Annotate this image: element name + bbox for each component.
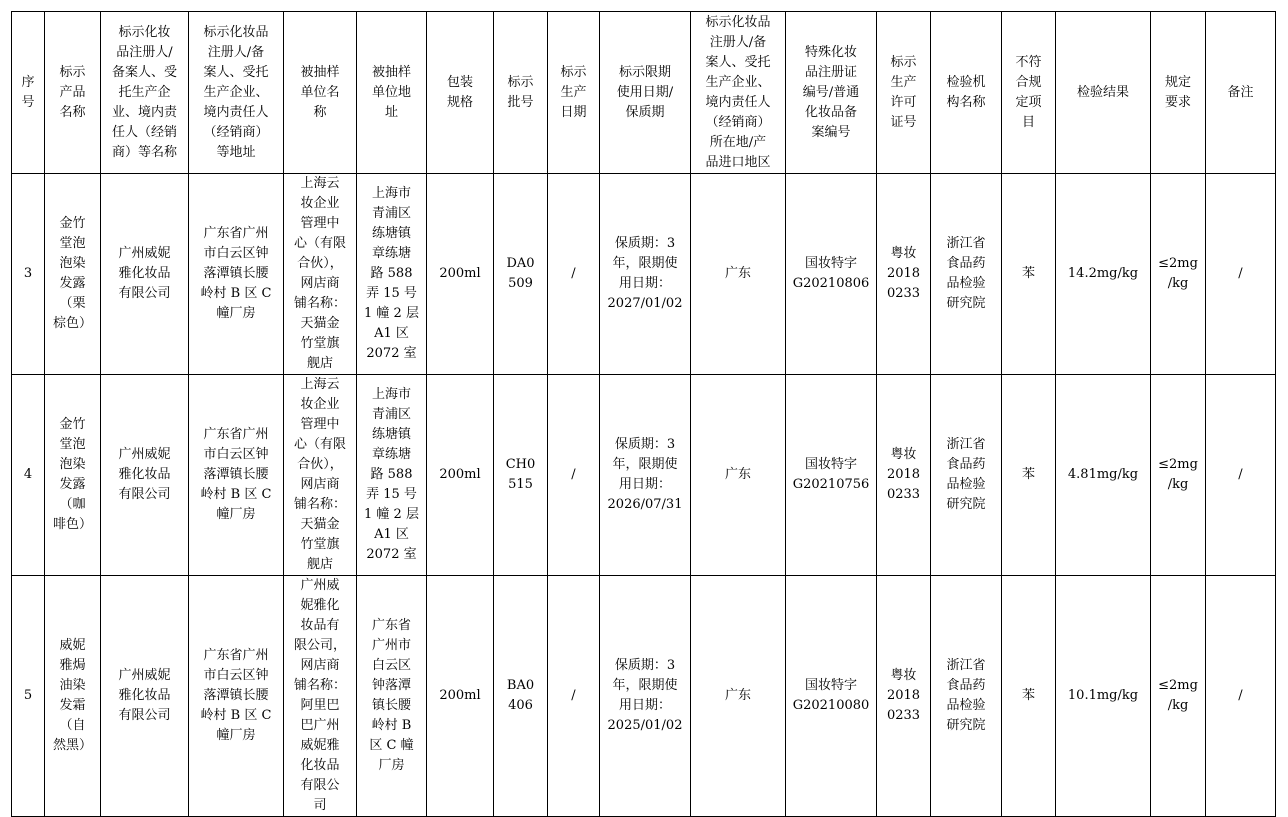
cell-requirement: ≤2mg /kg [1151,375,1206,576]
cell-registration-number: 国妆特字 G20210806 [786,174,877,375]
cell-remark: / [1206,174,1276,375]
header-product: 标示 产品 名称 [45,12,101,174]
cell-region: 广东 [691,174,786,375]
header-remark: 备注 [1206,12,1276,174]
cell-result: 10.1mg/kg [1056,576,1151,817]
cell-product: 威妮 雅焗 油染 发霜 （自 然黑） [45,576,101,817]
header-nonconforming-item: 不符 合规 定项 目 [1002,12,1056,174]
cell-registration-number: 国妆特字 G20210080 [786,576,877,817]
header-registrant: 标示化妆 品注册人/ 备案人、受 托生产企 业、境内责 任人（经销 商）等名称 [101,12,189,174]
cell-result: 4.81mg/kg [1056,375,1151,576]
cell-production-date: / [548,174,600,375]
header-package-spec: 包装 规格 [427,12,494,174]
table-row [12,174,1276,375]
cell-registrant: 广州威妮 雅化妆品 有限公司 [101,174,189,375]
header-sampled-address: 被抽样 单位地 址 [357,12,427,174]
cell-license: 粤妆 2018 0233 [877,375,931,576]
cell-batch: CH0 515 [494,375,548,576]
cell-nonconforming-item: 苯 [1002,375,1056,576]
cell-batch: DA0 509 [494,174,548,375]
cell-lab: 浙江省 食品药 品检验 研究院 [931,174,1002,375]
cell-sampled-unit: 广州威 妮雅化 妆品有 限公司， 网店商 铺名称： 阿里巴 巴广州 威妮雅 化妆品 有限公 司 [284,576,357,817]
cell-registration-number: 国妆特字 G20210756 [786,375,877,576]
table-row [12,375,1276,576]
cell-batch: BA0 406 [494,576,548,817]
cell-region: 广东 [691,375,786,576]
cell-product: 金竹 堂泡 泡染 发露 （栗 棕色） [45,174,101,375]
cell-registrant-address: 广东省广州 市白云区钟 落潭镇长腰 岭村 B 区 C 幢厂房 [189,576,284,817]
cell-production-date: / [548,375,600,576]
cell-lab: 浙江省 食品药 品检验 研究院 [931,576,1002,817]
cell-region: 广东 [691,576,786,817]
cell-requirement: ≤2mg /kg [1151,576,1206,817]
cell-sampled-address: 广东省 广州市 白云区 钟落潭 镇长腰 岭村 B 区 C 幢 厂房 [357,576,427,817]
cell-registrant-address: 广东省广州 市白云区钟 落潭镇长腰 岭村 B 区 C 幢厂房 [189,174,284,375]
header-sampled-unit: 被抽样 单位名 称 [284,12,357,174]
header-expiry: 标示限期 使用日期/ 保质期 [600,12,691,174]
cell-expiry: 保质期：3 年，限期使 用日期： 2026/07/31 [600,375,691,576]
cell-seq: 3 [12,174,45,375]
header-registrant-address: 标示化妆品 注册人/备 案人、受托 生产企业、 境内责任人 （经销商） 等地址 [189,12,284,174]
cell-seq: 5 [12,576,45,817]
header-lab: 检验机 构名称 [931,12,1002,174]
header-license: 标示 生产 许可 证号 [877,12,931,174]
cell-registrant-address: 广东省广州 市白云区钟 落潭镇长腰 岭村 B 区 C 幢厂房 [189,375,284,576]
cell-license: 粤妆 2018 0233 [877,576,931,817]
cell-package-spec: 200ml [427,174,494,375]
cell-production-date: / [548,576,600,817]
cell-remark: / [1206,375,1276,576]
cell-nonconforming-item: 苯 [1002,174,1056,375]
table-row [12,576,1276,817]
cell-registrant: 广州威妮 雅化妆品 有限公司 [101,375,189,576]
header-production-date: 标示 生产 日期 [548,12,600,174]
cell-product: 金竹 堂泡 泡染 发露 （咖 啡色） [45,375,101,576]
header-requirement: 规定 要求 [1151,12,1206,174]
header-row [12,12,1276,174]
header-region: 标示化妆品 注册人/备 案人、受托 生产企业、 境内责任人 （经销商） 所在地/产 品进口地区 [691,12,786,174]
cell-registrant: 广州威妮 雅化妆品 有限公司 [101,576,189,817]
cell-sampled-unit: 上海云 妆企业 管理中 心（有限 合伙）， 网店商 铺名称： 天猫金 竹堂旗 舰店 [284,174,357,375]
cell-package-spec: 200ml [427,576,494,817]
cell-result: 14.2mg/kg [1056,174,1151,375]
cell-license: 粤妆 2018 0233 [877,174,931,375]
cell-remark: / [1206,576,1276,817]
inspection-results-table [11,11,1276,817]
header-batch: 标示 批号 [494,12,548,174]
cell-package-spec: 200ml [427,375,494,576]
cell-expiry: 保质期：3 年，限期使 用日期： 2025/01/02 [600,576,691,817]
cell-seq: 4 [12,375,45,576]
cell-requirement: ≤2mg /kg [1151,174,1206,375]
header-registration-number: 特殊化妆 品注册证 编号/普通 化妆品备 案编号 [786,12,877,174]
cell-nonconforming-item: 苯 [1002,576,1056,817]
cell-sampled-address: 上海市 青浦区 练塘镇 章练塘 路 588 弄 15 号 1 幢 2 层 A1 区 2072 室 [357,174,427,375]
header-result: 检验结果 [1056,12,1151,174]
cell-lab: 浙江省 食品药 品检验 研究院 [931,375,1002,576]
header-seq: 序 号 [12,12,45,174]
cell-sampled-unit: 上海云 妆企业 管理中 心（有限 合伙）， 网店商 铺名称： 天猫金 竹堂旗 舰店 [284,375,357,576]
cell-sampled-address: 上海市 青浦区 练塘镇 章练塘 路 588 弄 15 号 1 幢 2 层 A1 区 2072 室 [357,375,427,576]
cell-expiry: 保质期：3 年，限期使 用日期： 2027/01/02 [600,174,691,375]
